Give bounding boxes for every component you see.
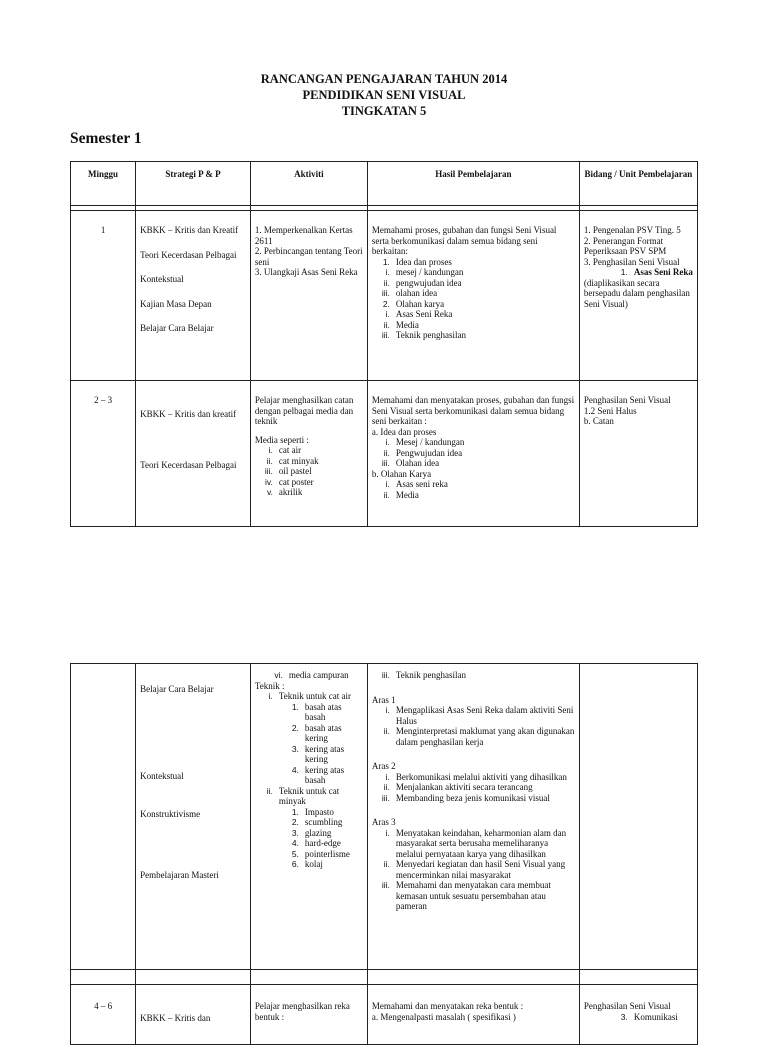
list-number: i. [268,691,273,701]
list-text: scumbling [304,817,343,827]
list-number: ii. [383,277,390,288]
list-number: 1. [620,267,628,277]
list-item [255,859,363,870]
media-list [255,445,363,498]
cell-hasil [367,381,579,527]
list-item [372,772,575,783]
cell-hasil: Memahami dan menyatakan reka bentuk : a. Mengenalpasti masalah ( spesifikasi ) [367,985,579,1045]
list-item [255,445,363,456]
list-text: Teknik penghasilan [395,670,467,680]
list-number: ii. [383,782,390,792]
aras-list [372,681,575,912]
strategi-item: Teori Kecerdasan Pelbagai [140,459,237,470]
lesson-plan-table-page-2 [70,663,698,1045]
list-item [372,859,575,880]
list-item [372,458,575,469]
list-number: i. [385,827,390,838]
header-bidang: Bidang / Unit Pembelajaran [579,162,697,206]
list-item [372,320,575,331]
cell-bidang [579,211,697,381]
cell-minggu: 2 – 3 [71,381,136,527]
list-text: basah atas basah [304,701,342,722]
cell-aktiviti: Pelajar menghasilkan reka bentuk : [250,985,367,1045]
list-text: mesej / kandungan [395,267,464,277]
strategi-item: Konstruktivisme [140,809,201,819]
list-number: 1. [291,806,299,817]
list-number: 6. [291,859,299,869]
list-item [255,744,363,765]
list-text: Komunikasi [633,1011,678,1022]
table-header-row [71,162,698,206]
strategi-item: Pembelajaran Masteri [140,869,219,880]
hasil-intro: Memahami proses, gubahan dan fungsi Seni Visual serta berkomunikasi dalam semua bidang seni berkaitan: [371,225,557,256]
header-minggu: Minggu [71,162,136,206]
list-text: Media [395,489,419,500]
list-text: Olahan idea [395,458,440,468]
list-item [372,257,575,268]
aktiviti-intro: Pelajar menghasilkan catan dengan pelbagai media dan teknik [254,395,354,426]
list-text: kolaj [304,859,323,869]
list-number: iii. [381,458,390,468]
list-number: 1. [291,701,299,712]
list-number: i. [385,309,390,319]
list-text: Menginterpretasi maklumat yang akan digunakan dalam penghasilan kerja [395,726,575,747]
list-item [255,723,363,744]
table-row-week-4-6 [71,985,698,1045]
cell-hasil [367,664,579,970]
list-text: Teknik untuk cat air [278,691,352,701]
list-text: kering atas kering [304,743,345,764]
list-number: vi. [274,670,283,680]
list-number: 4. [291,764,299,775]
cell-hasil [367,211,579,381]
list-item [255,807,363,818]
list-text: Pengwujudan idea [395,447,463,458]
list-item [255,849,363,860]
teknik-label: Teknik : [254,680,285,691]
cell-bidang [579,985,697,1045]
list-text: Menjalankan aktiviti secara terancang [395,782,533,792]
list-text: cat air [278,445,302,455]
list-text: Menyatakan keindahan, keharmonian alam dan masyarakat serta berusaha memeliharanya melalui pernyataan karya yang dihasilkan [395,827,567,859]
cell-minggu [71,664,136,970]
list-number: 2. [291,722,299,733]
aras-gap [372,747,575,761]
list-text: Impasto [304,806,334,817]
list-number: 1. [382,256,390,267]
list-text: hard-edge [304,838,341,848]
list-text: Mengaplikasi Asas Seni Reka dalam aktiviti Seni Halus [395,705,574,726]
list-text: akrilik [278,487,303,497]
list-text: Teknik untuk cat minyak [278,785,340,806]
strategi-item: Kontekstual [140,274,184,284]
hasil-a-label: a. Idea dan proses [371,426,437,437]
list-text: Olahan karya [395,298,445,309]
list-number: ii. [383,726,390,736]
lesson-plan-table-page-1 [70,161,698,527]
strategi-item: Kajian Masa Depan [140,298,212,309]
table-row-continued [71,664,698,970]
aras-label: Aras 2 [371,761,396,771]
cell-aktiviti [250,664,367,970]
list-number: iii. [381,792,390,803]
list-number: ii. [383,319,390,330]
hasil-b-label: b. Olahan Karya [371,468,432,479]
list-item [255,828,363,839]
strategi-item: Belajar Cara Belajar [140,684,214,694]
list-item [255,838,363,849]
list-number: iii. [381,330,390,340]
list-text: Media [395,319,419,330]
list-text: cat minyak [278,455,319,466]
media-label: Media seperti : [254,434,309,445]
list-text: pengwujudan idea [395,277,462,288]
aras-label: Aras 1 [371,694,396,705]
list-item [372,880,575,912]
list-number: iii. [381,670,390,680]
list-item [372,448,575,459]
list-text: media campuran [288,670,349,680]
list-number: iii. [381,880,390,890]
list-text: Mesej / kandungan [395,437,465,447]
cell-bidang: Penghasilan Seni Visual 1.2 Seni Halus b. Catan [579,381,697,527]
list-text: pointerlisme [304,848,350,859]
cell-minggu: 4 – 6 [71,985,136,1045]
list-item [372,299,575,310]
hasil-a-list [372,437,575,469]
list-item [372,782,575,793]
bidang-note: (diaplikasikan secara bersepadu dalam penghasilan Seni Visual) [583,277,690,309]
strategi-item: Belajar Cara Belajar [140,323,214,333]
cell-strategi [136,381,251,527]
list-number: 3. [291,743,299,754]
list-item [372,705,575,726]
strategi-item: Kontekstual [140,770,184,781]
list-item [372,278,575,289]
cell-strategi: KBKK – Kritis dan [136,985,251,1045]
list-number: v. [266,487,273,497]
doc-title-line-1: RANCANGAN PENGAJARAN TAHUN 2014 [260,72,508,86]
bidang-lines: 1. Pengenalan PSV Ting. 5 2. Penerangan Format Peperiksaan PSV SPM 3. Penghasilan Seni Visual [583,225,681,267]
cell-bidang [579,664,697,970]
list-number: ii. [383,489,390,500]
hasil-list [372,257,575,341]
list-item [255,817,363,828]
list-text: oil pastel [278,466,312,476]
list-text: cat poster [278,476,314,487]
cell-aktiviti: 1. Memperkenalkan Kertas 2611 2. Perbincangan tentang Teori seni 3. Ulangkaji Asas Seni Reka [250,211,367,381]
list-number: i. [385,705,390,715]
list-number: iii. [381,288,390,298]
hasil-b-list [372,479,575,500]
list-item [372,309,575,320]
list-text: basah atas kering [304,722,342,743]
list-number: ii. [383,447,390,458]
semester-heading: Semester 1 [70,130,142,147]
list-text: Asas Seni Reka [633,267,693,277]
list-item [372,267,575,278]
bidang-text: Penghasilan Seni Visual [583,1001,671,1011]
list-item [372,726,575,747]
header-strategi: Strategi P & P [136,162,251,206]
aras-gap [372,681,575,695]
list-number: ii. [266,785,273,796]
list-number: i. [385,479,390,489]
list-text: Asas seni reka [395,479,448,489]
list-number: 4. [291,838,299,848]
list-text: Membanding beza jenis komunikasi visual [395,792,550,803]
list-number: i. [385,437,390,447]
aras-label: Aras 3 [371,817,396,827]
list-number: 2. [382,298,390,309]
list-number: i. [385,267,390,277]
teknik-cat-air-list [255,702,363,786]
list-number: 2. [291,817,299,827]
list-item [372,288,575,299]
list-item [255,702,363,723]
list-item [372,793,575,804]
list-text: Idea dan proses [395,256,452,267]
list-item [372,437,575,448]
table-row-week-1 [71,211,698,381]
list-text: glazing [304,827,332,838]
list-text: Teknik penghasilan [395,330,467,340]
list-number: i. [268,445,273,455]
list-item [255,765,363,786]
list-number: 3. [620,1011,628,1022]
list-item [372,330,575,341]
list-number: ii. [383,859,390,869]
list-item [372,828,575,860]
cell-minggu: 1 [71,211,136,381]
list-number: 3. [291,827,299,838]
list-number: iv. [265,476,273,487]
list-item [372,479,575,490]
strategi-item: KBKK – Kritis dan kreatif [140,409,237,419]
strategi-item: Teori Kecerdasan Pelbagai [140,249,237,260]
header-hasil: Hasil Pembelajaran [367,162,579,206]
list-item [255,456,363,467]
list-text: Berkomunikasi melalui aktiviti yang dihasilkan [395,771,567,782]
list-number: ii. [266,455,273,466]
header-aktiviti: Aktiviti [250,162,367,206]
doc-title-line-3: TINGKATAN 5 [341,104,427,118]
list-text: Memahami dan menyatakan cara membuat kemasan untuk sesuatu persembahan atau pameran [395,880,551,911]
cell-aktiviti [250,381,367,527]
aras-gap [372,803,575,817]
strategi-item: KBKK – Kritis dan Kreatif [140,225,239,235]
list-text: Asas Seni Reka [395,309,453,319]
list-item [255,487,363,498]
list-number: 5. [291,848,299,859]
list-item [255,477,363,488]
teknik-cat-minyak-list [255,807,363,870]
cell-strategi [136,211,251,381]
list-number: iii. [264,466,273,476]
list-text: Menyedari kegiatan dan hasil Seni Visual yang mencerminkan nilai masyarakat [395,859,566,880]
list-item [372,490,575,501]
list-text: kering atas basah [304,764,345,785]
cell-strategi [136,664,251,970]
list-number: i. [385,771,390,782]
hasil-intro: Memahami dan menyatakan proses, gubahan dan fungsi Seni Visual serta berkomunikasi dalam semua bidang seni berkaitan : [371,395,575,426]
doc-title-line-2: PENDIDIKAN SENI VISUAL [302,88,466,102]
list-text: olahan idea [395,288,438,298]
table-row-week-2-3 [71,381,698,527]
list-item [255,466,363,477]
